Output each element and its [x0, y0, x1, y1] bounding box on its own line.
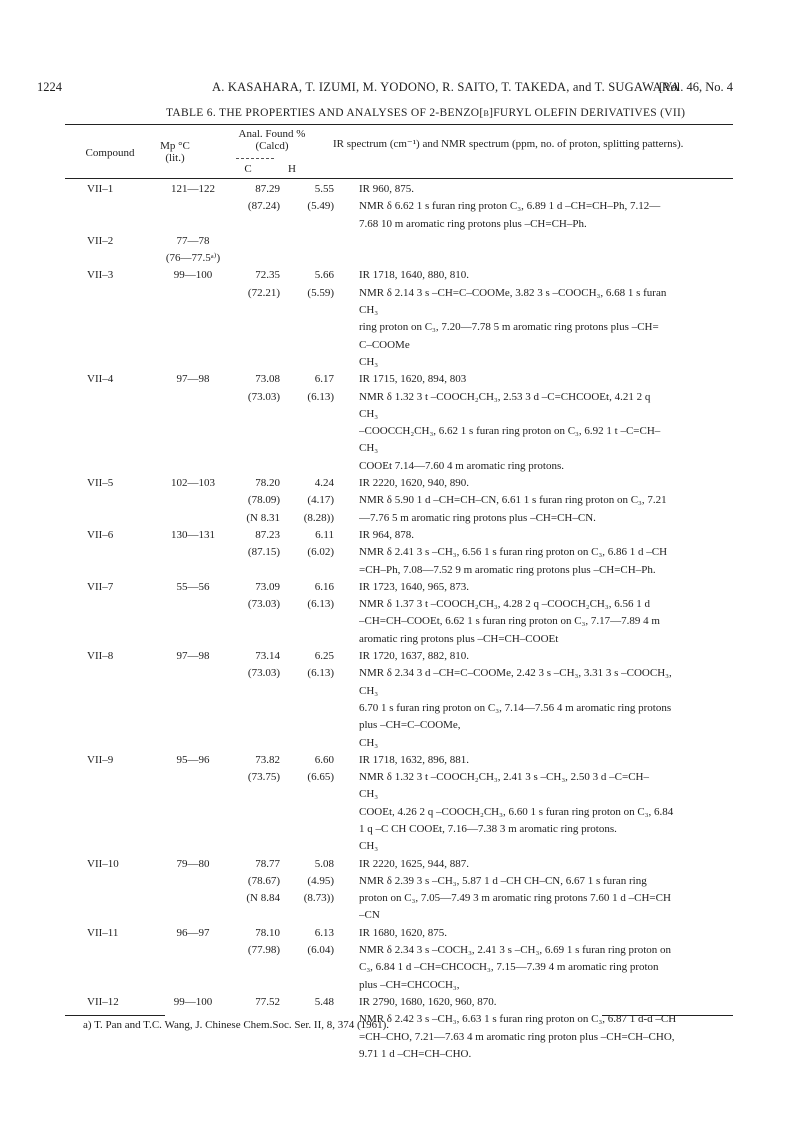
spectrum-cell-line: plus –CH=C–COOMe, [359, 719, 461, 732]
hydrogen-cell [292, 233, 348, 268]
hydrogen-cell-line: 6.11 [315, 528, 334, 541]
spectrum-cell-line: COOEt 7.14—7.60 4 m aromatic ring protons. [359, 459, 565, 472]
hydrogen-cell-line: (6.65) [307, 771, 334, 784]
spectrum-cell-line: CH₃ [359, 442, 379, 455]
hydrogen-cell [292, 752, 348, 856]
mp-cell-line: 102—103 [171, 477, 215, 490]
carbon-cell-line: 78.20 [255, 477, 280, 490]
spectrum-cell [348, 267, 749, 371]
compound-cell [65, 648, 161, 752]
hydrogen-cell [292, 856, 348, 925]
spectrum-cell-line: IR 1718, 1632, 896, 881. [359, 753, 469, 766]
mp-cell-line: 79—80 [176, 857, 210, 870]
spectrum-cell [348, 371, 749, 475]
spectrum-cell-line: NMR δ 2.14 3 s –CH=C–COOMe, 3.82 3 s –COOCH₃, 6.68 1 s furan [359, 286, 667, 299]
spectrum-cell [348, 925, 749, 994]
spectrum-cell-line: IR 1718, 1640, 880, 810. [359, 269, 469, 282]
compound-cell-line: VII–3 [87, 269, 114, 282]
header-c: C [228, 163, 268, 175]
hydrogen-cell-line: 5.55 [314, 183, 334, 195]
mp-cell [161, 475, 225, 527]
spectrum-cell [348, 579, 749, 648]
mp-cell-line: (76—77.5ᵃ⁾) [165, 252, 221, 265]
properties-table [65, 181, 749, 1063]
header-spectrum: IR spectrum (cm⁻¹) and NMR spectrum (ppm, no. of proton, splitting patterns). [333, 138, 684, 150]
carbon-cell-line: 73.09 [255, 580, 280, 593]
table-row [65, 233, 749, 268]
hydrogen-cell [292, 648, 348, 752]
spectrum-cell-line: IR 1720, 1637, 882, 810. [359, 650, 469, 663]
spectrum-cell-line: CH₃ [359, 840, 379, 853]
mp-cell [161, 527, 225, 579]
spectrum-cell-line: proton on C₃, 7.05—7.49 3 m aromatic ring protons 7.60 1 d –CH=CH [359, 892, 671, 905]
compound-cell-line: VII–7 [87, 580, 114, 593]
spectrum-cell [348, 752, 749, 856]
mp-cell [161, 233, 225, 268]
mp-cell [161, 267, 225, 371]
mp-cell-line: 55—56 [176, 580, 210, 593]
hydrogen-cell-line: 6.13 [314, 926, 334, 939]
mp-cell [161, 925, 225, 994]
carbon-cell-line: (73.03) [247, 598, 280, 611]
spectrum-cell-line: NMR δ 5.90 1 d –CH=CH–CN, 6.61 1 s furan ring proton on C₃, 7.21 [359, 494, 667, 507]
carbon-cell [225, 233, 292, 268]
hydrogen-cell [292, 475, 348, 527]
carbon-cell [225, 475, 292, 527]
spectrum-cell-line: IR 1715, 1620, 894, 803 [359, 373, 467, 386]
volume-label: [Vol. 46, No. 4 [658, 80, 733, 94]
mp-cell [161, 856, 225, 925]
spectrum-cell-line: CH₃ [359, 736, 379, 749]
spectrum-cell-line: CH₃ [359, 407, 379, 420]
spectrum-cell-line: NMR δ 6.62 1 s furan ring proton C₃, 6.89 1 d –CH=CH–Ph, 7.12— [359, 200, 661, 213]
mp-cell-line: 97—98 [176, 373, 210, 386]
carbon-cell-line: (87.24) [247, 200, 280, 213]
header-anal-calcd: (Calcd) [255, 140, 289, 152]
spectrum-cell-line: CH₃ [359, 304, 379, 317]
carbon-cell-line: (87.15) [247, 546, 280, 559]
spectrum-cell-line: —7.76 5 m aromatic ring protons plus –CH=CH–CN. [359, 511, 596, 524]
carbon-cell-line: 87.23 [255, 528, 280, 541]
spectrum-cell-line: IR 2220, 1625, 944, 887. [359, 857, 469, 870]
carbon-cell-line: 73.08 [255, 373, 280, 386]
hydrogen-cell-line: (8.73)) [303, 892, 334, 905]
carbon-cell [225, 267, 292, 371]
spectrum-cell-line: COOEt, 4.26 2 q –COOCH₂CH₃, 6.60 1 s furan ring proton on C₃, 6.84 [359, 805, 674, 818]
hydrogen-cell-line: 4.24 [314, 477, 334, 490]
carbon-cell-line: (N 8.84 [246, 892, 280, 905]
hydrogen-cell [292, 371, 348, 475]
compound-cell [65, 267, 161, 371]
hydrogen-cell-line: (8.28)) [303, 511, 334, 524]
hydrogen-cell-line: (6.13) [307, 390, 334, 403]
carbon-cell [225, 181, 292, 233]
compound-cell-line: VII–10 [87, 857, 119, 870]
compound-cell-line: VII–9 [87, 753, 114, 766]
carbon-cell [225, 856, 292, 925]
spectrum-cell-line: NMR δ 1.32 3 t –COOCH₂CH₃, 2.41 3 s –CH₃, 2.50 3 d –C=CH– [359, 771, 649, 784]
header-mp-lit: (lit.) [165, 152, 185, 164]
spectrum-cell-line: ring proton on C₃, 7.20—7.78 5 m aromatic ring protons plus –CH= [359, 321, 659, 334]
compound-cell-line: VII–11 [87, 926, 119, 939]
mp-cell-line: 97—98 [176, 650, 210, 663]
spectrum-cell [348, 994, 749, 1063]
carbon-cell-line: 72.35 [255, 269, 280, 282]
spectrum-cell-line: IR 2790, 1680, 1620, 960, 870. [359, 995, 497, 1008]
spectrum-cell-line: NMR δ 1.32 3 t –COOCH₂CH₃, 2.53 3 d –C=CHCOOEt, 4.21 2 q [359, 390, 651, 403]
compound-cell [65, 371, 161, 475]
spectrum-cell [348, 475, 749, 527]
spectrum-cell-line: –CH=CH–COOEt, 6.62 1 s furan ring proton on C₃, 7.17—7.89 4 m [359, 615, 660, 628]
hydrogen-cell [292, 181, 348, 233]
spectrum-cell [348, 233, 749, 268]
table-row [65, 181, 749, 233]
header-mp [146, 140, 204, 164]
spectrum-cell-line: CH₃ [359, 355, 379, 368]
table-row [65, 752, 749, 856]
compound-cell [65, 527, 161, 579]
compound-cell-line: VII–6 [87, 528, 114, 541]
spectrum-cell-line: IR 2220, 1620, 940, 890. [359, 477, 469, 490]
compound-cell-line: VII–8 [87, 650, 114, 663]
compound-cell [65, 475, 161, 527]
header-compound: Compound [85, 147, 135, 159]
table-row [65, 925, 749, 994]
spectrum-cell-line: NMR δ 2.39 3 s –CH₃, 5.87 1 d –CH CH–CN, 6.67 1 s furan ring [359, 874, 647, 887]
mp-cell-line: 95—96 [176, 753, 210, 766]
mp-cell-line: 130—131 [171, 528, 215, 541]
mp-cell-line: 77—78 [176, 234, 210, 247]
spectrum-cell-line: IR 960, 875. [359, 183, 414, 195]
spectrum-cell [348, 856, 749, 925]
carbon-cell [225, 527, 292, 579]
hydrogen-cell-line: (5.49) [307, 200, 334, 213]
hydrogen-cell-line: (4.95) [307, 874, 334, 887]
carbon-cell-line: (73.03) [247, 390, 280, 403]
mp-cell [161, 579, 225, 648]
carbon-cell-line: 78.77 [255, 857, 280, 870]
hydrogen-cell-line: (6.04) [307, 944, 334, 957]
compound-cell-line: VII–1 [87, 183, 114, 195]
spectrum-cell-line: =CH–CHO, 7.21—7.63 4 m aromatic ring proton plus –CH=CH–CHO, [359, 1030, 675, 1043]
spectrum-cell-line: NMR δ 2.34 3 d –CH=C–COOMe, 2.42 3 s –CH₃, 3.31 3 s –COOCH₃, [359, 667, 672, 680]
spectrum-cell-line: IR 1723, 1640, 965, 873. [359, 580, 469, 593]
carbon-cell-line: (72.21) [247, 286, 280, 299]
table-row [65, 475, 749, 527]
spectrum-cell-line: 6.70 1 s furan ring proton on C₃, 7.14—7.56 4 m aromatic ring protons [359, 701, 672, 714]
compound-cell [65, 181, 161, 233]
table-row [65, 527, 749, 579]
compound-cell [65, 579, 161, 648]
spectrum-cell [348, 527, 749, 579]
carbon-cell-line: 73.14 [255, 650, 280, 663]
compound-cell-line: VII–4 [87, 373, 114, 386]
spectrum-cell-line: 1 q –C CH COOEt, 7.16—7.38 3 m aromatic ring protons. [359, 822, 617, 835]
spectrum-cell-line: –CN [359, 909, 380, 922]
hydrogen-cell-line: 6.16 [314, 580, 334, 593]
author-line: A. KASAHARA, T. IZUMI, M. YODONO, R. SAITO, T. TAKEDA, and T. SUGAWARA [212, 80, 680, 94]
compound-cell-line: VII–5 [87, 477, 114, 490]
compound-cell [65, 233, 161, 268]
compound-cell-line: VII–12 [87, 995, 119, 1008]
table-bottom-rule [602, 1015, 733, 1016]
hydrogen-cell-line: (6.02) [307, 546, 334, 559]
header-mp-label: Mp °C [160, 140, 190, 152]
carbon-cell-line: (73.75) [247, 771, 280, 784]
carbon-cell-line: 73.82 [255, 753, 280, 766]
table-row [65, 267, 749, 371]
hydrogen-cell-line: (5.59) [307, 286, 334, 299]
spectrum-cell-line: NMR δ 2.34 3 s –COCH₃, 2.41 3 s –CH₃, 6.69 1 s furan ring proton on [359, 944, 671, 957]
spectrum-cell-line: NMR δ 2.41 3 s –CH₃, 6.56 1 s furan ring proton on C₃, 6.86 1 d –CH [359, 546, 668, 559]
spectrum-cell-line: 9.71 1 d –CH=CH–CHO. [359, 1047, 472, 1060]
hydrogen-cell [292, 527, 348, 579]
spectrum-cell-line: IR 1680, 1620, 875. [359, 926, 447, 939]
spectrum-cell-line: =CH–Ph, 7.08—7.52 9 m aromatic ring protons plus –CH=CH–Ph. [359, 563, 656, 576]
hydrogen-cell-line: 6.25 [314, 650, 334, 663]
carbon-cell-line: (77.98) [247, 944, 280, 957]
mp-cell-line: 99—100 [173, 995, 213, 1008]
spectrum-cell-line: IR 964, 878. [359, 528, 414, 541]
footnote: a) T. Pan and T.C. Wang, J. Chinese Chem.Soc. Ser. II, 8, 374 (1961). [83, 1019, 390, 1031]
compound-cell [65, 856, 161, 925]
spectrum-cell-line: plus –CH=CHCOCH₃, [359, 978, 460, 991]
carbon-cell-line: (N 8.31 [246, 511, 280, 524]
mp-cell [161, 752, 225, 856]
header-h: H [288, 163, 296, 175]
carbon-cell [225, 579, 292, 648]
hydrogen-cell-line: (6.13) [307, 598, 334, 611]
mp-cell [161, 648, 225, 752]
carbon-cell-line: (73.03) [247, 667, 280, 680]
table-row [65, 856, 749, 925]
compound-cell [65, 925, 161, 994]
table-title: TABLE 6. THE PROPERTIES AND ANALYSES OF 2-BENZO[b]FURYL OLEFIN DERIVATIVES (VII) [166, 107, 686, 119]
hydrogen-cell-line: 6.17 [314, 373, 334, 386]
table-top-rule [65, 124, 733, 125]
header-anal-found: Anal. Found % [238, 128, 306, 140]
spectrum-cell-line: NMR δ 1.37 3 t –COOCH₂CH₃, 4.28 2 q –COOCH₂CH₃, 6.56 1 d [359, 598, 650, 611]
mp-cell-line: 99—100 [173, 269, 213, 282]
spectrum-cell-line: NMR δ 2.42 3 s –CH₃, 6.63 1 s furan ring proton on C₃, 6.87 1 d-d –CH [359, 1013, 677, 1026]
spectrum-cell-line: CH₃ [359, 684, 379, 697]
hydrogen-cell-line: 5.48 [314, 995, 334, 1008]
spectrum-cell-line: C–COOMe [359, 338, 410, 351]
hydrogen-cell-line: (4.17) [307, 494, 334, 507]
hydrogen-cell [292, 267, 348, 371]
carbon-cell [225, 371, 292, 475]
page-number: 1224 [37, 80, 62, 94]
hydrogen-cell-line: 5.08 [314, 857, 334, 870]
spectrum-cell-line: –COOCCH₂CH₃, 6.62 1 s furan ring proton on C₃, 6.92 1 t –C=CH– [359, 425, 661, 438]
table-row [65, 648, 749, 752]
mp-cell [161, 371, 225, 475]
running-head [37, 80, 733, 98]
carbon-cell [225, 925, 292, 994]
hydrogen-cell-line: 6.60 [314, 753, 334, 766]
table-row [65, 371, 749, 475]
carbon-cell [225, 752, 292, 856]
spectrum-cell-line: aromatic ring protons plus –CH=CH–COOEt [359, 632, 559, 645]
table-body [65, 181, 749, 1063]
compound-cell [65, 752, 161, 856]
compound-cell-line: VII–2 [87, 234, 114, 247]
hydrogen-cell-line: 5.66 [314, 269, 334, 282]
carbon-cell-line: (78.67) [247, 874, 280, 887]
spectrum-cell [348, 181, 749, 233]
spectrum-cell-line: CH₃ [359, 788, 379, 801]
table-header-rule [65, 178, 733, 179]
carbon-cell-line: 87.29 [255, 183, 280, 195]
hydrogen-cell-line: (6.13) [307, 667, 334, 680]
carbon-cell-line: (78.09) [247, 494, 280, 507]
spectrum-cell-line: C₃, 6.84 1 d –CH=CHCOCH₃, 7.15—7.39 4 m aromatic ring proton [359, 961, 659, 974]
mp-cell [161, 181, 225, 233]
hydrogen-cell [292, 925, 348, 994]
spectrum-cell-line: 7.68 10 m aromatic ring protons plus –CH=CH–Ph. [359, 217, 587, 230]
carbon-cell [225, 648, 292, 752]
mp-cell-line: 96—97 [176, 926, 210, 939]
table-row [65, 579, 749, 648]
carbon-cell-line: 78.10 [255, 926, 280, 939]
header-analysis [222, 128, 322, 152]
spectrum-cell [348, 648, 749, 752]
mp-cell-line: 121—122 [171, 183, 215, 195]
footnote-rule [65, 1015, 165, 1016]
hydrogen-cell [292, 579, 348, 648]
carbon-cell-line: 77.52 [255, 995, 280, 1008]
